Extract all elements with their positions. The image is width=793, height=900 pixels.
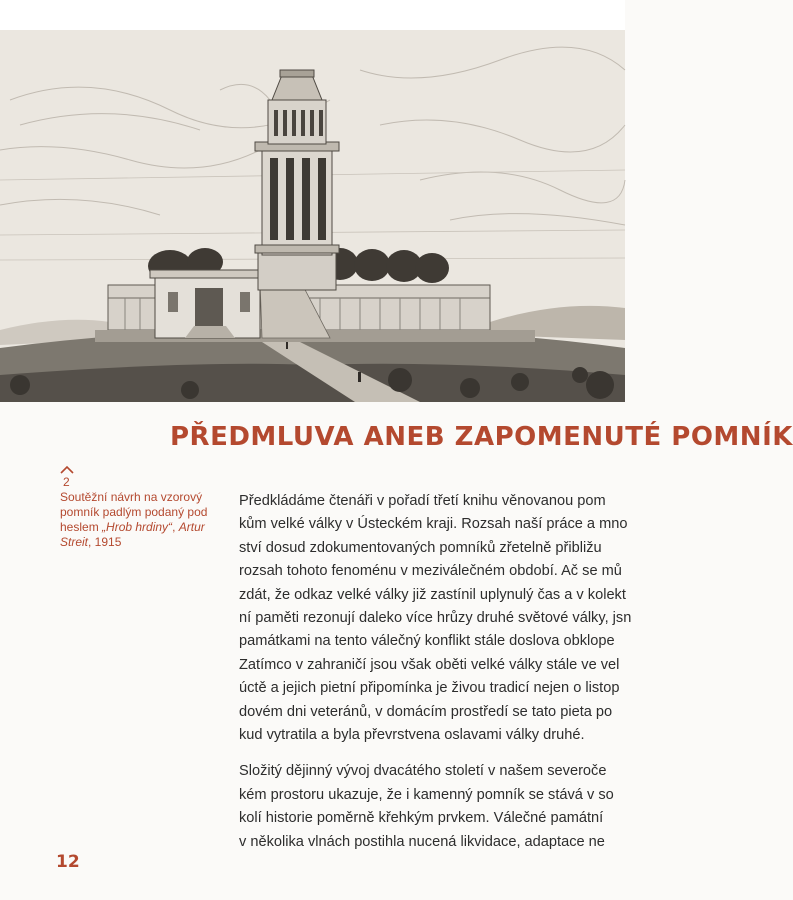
text-line: kolí historie poměrně křehkým prvkem. Válečné památní [239,810,604,827]
figure-caption [60,466,210,550]
figure-number: 2 [63,475,70,489]
text-line: Zatímco v zahraničí jsou však oběti velké války stále ve vel [239,656,620,673]
monument-illustration [0,30,625,402]
text-line: dovém dni veteránů, v domácím prostředí se tato pieta po [239,703,613,720]
paragraph-1 [239,490,632,747]
caption-text [60,490,210,550]
caption-author: Artur Streit [60,520,205,549]
caption-year: , 1915 [88,535,122,549]
text-line: úctě a jejich pietní připomínka je živou tradicí nejen o listop [239,680,620,697]
page-top-margin [0,0,625,30]
text-line: kud vytratila a byla převrstvena oslavami války druhé. [239,727,585,744]
caret-up-icon [60,466,74,474]
text-line: v několika vlnách postihla nucená likvidace, adaptace ne [239,833,605,850]
text-line: ní paměti rezonují daleko více hrůzy druhé světové války, jsn [239,610,632,627]
paragraph-2 [239,760,625,854]
text-line: ství dosud zdokumentovaných pomníků zřetelně přibližu [239,539,602,556]
caption-motto: „Hrob hrdiny“ [102,520,173,534]
section-heading: PŘEDMLUVA ANEB ZAPOMENUTÉ POMNÍK [170,422,793,452]
caption-description: Soutěžní návrh na vzorový pomník padlým podaný pod heslem [60,490,208,534]
page-number: 12 [56,852,80,872]
caption-separator: , [172,520,179,534]
text-line: Předkládáme čtenáři v pořadí třetí knihu věnovanou pom [239,493,606,509]
text-line: rozsah tohoto fenoménu v meziválečném období. Ač se mů [239,563,622,580]
body-text [239,490,632,854]
text-line: zdát, že odkaz velké války již zastínil uplynulý čas a v kolekt [239,586,626,603]
text-line: Složitý dějinný vývoj dvacátého století v našem severoče [239,763,607,780]
text-line: památkami na tento válečný konflikt stále doslova obklope [239,633,615,650]
paragraph-spacer [239,747,625,760]
text-line: kům velké války v Ústeckém kraji. Rozsah naší práce a mno [239,516,628,533]
text-line: kém prostoru ukazuje, že i kamenný pomník se stává v so [239,786,614,803]
